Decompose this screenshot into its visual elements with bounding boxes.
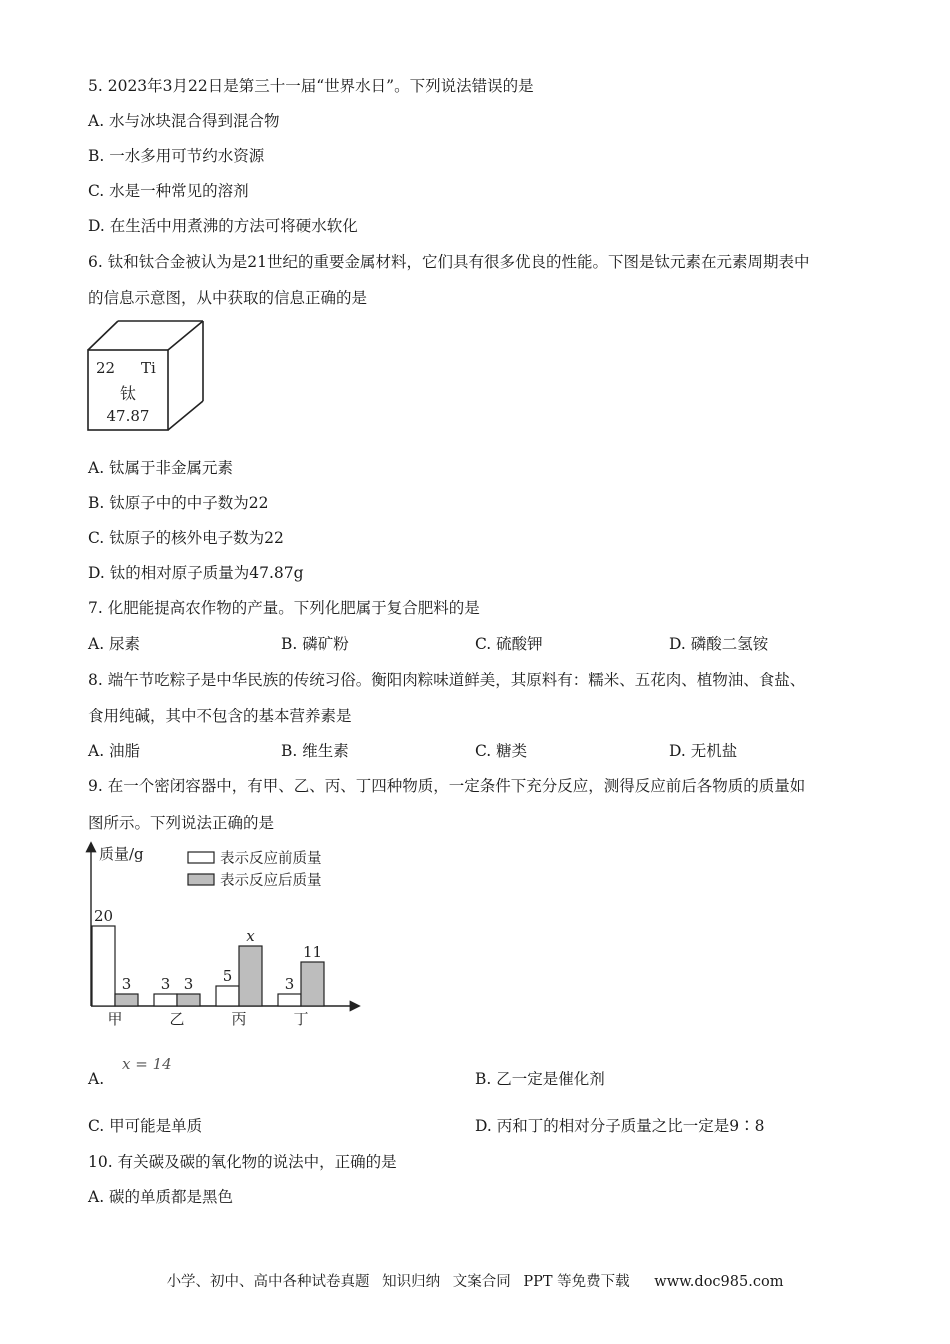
q6-option-b: B. 钛原子中的中子数为22 — [88, 494, 269, 512]
q10-option-a: A. 碳的单质都是黑色 — [88, 1188, 234, 1206]
q9-stem-line2: 图所示。下列说法正确的是 — [88, 814, 275, 832]
legend-label-before: 表示反应前质量 — [220, 851, 322, 867]
bar-after-0 — [115, 994, 138, 1006]
bar-label-before-0: 20 — [93, 907, 114, 925]
q5-stem: 5. 2023年3月22日是第三十一届“世界水日”。下列说法错误的是 — [88, 77, 534, 95]
q7-option-a: A. 尿素 — [88, 635, 141, 653]
category-label-1: 乙 — [169, 1010, 185, 1028]
bar-after-2 — [239, 946, 262, 1006]
element-mass: 47.87 — [106, 407, 150, 425]
q8-option-a: A. 油脂 — [88, 742, 141, 760]
bar-before-1 — [154, 994, 177, 1006]
footer-text-2: 知识归纳 — [382, 1274, 441, 1290]
footer-text-3: 文案合同 — [452, 1274, 511, 1290]
q8-option-c: C. 糖类 — [475, 742, 528, 760]
bar-label-after-2: x — [246, 927, 255, 945]
bar-after-1 — [177, 994, 200, 1006]
q9-option-a-label: A. — [88, 1070, 105, 1088]
bar-label-after-1: 3 — [183, 975, 194, 993]
element-name: 钛 — [119, 384, 137, 403]
q8-stem-line1: 8. 端午节吃粽子是中华民族的传统习俗。衡阳肉粽味道鲜美，其原料有：糯米、五花肉、植物油、食盐、 — [88, 671, 806, 689]
element-symbol: Ti — [141, 359, 156, 377]
q7-stem: 7. 化肥能提高农作物的产量。下列化肥属于复合肥料的是 — [88, 599, 480, 617]
q9-option-c: C. 甲可能是单质 — [88, 1117, 203, 1135]
bar-before-2 — [216, 986, 239, 1006]
legend-label-after: 表示反应后质量 — [220, 873, 322, 889]
q6-stem-line1: 6. 钛和钛合金被认为是21世纪的重要金属材料，它们具有很多优良的性能。下图是钛元素在元素周期表中 — [88, 253, 810, 271]
bar-after-3 — [301, 962, 324, 1006]
q7-option-d: D. 磷酸二氢铵 — [669, 635, 769, 653]
q7-option-c: C. 硫酸钾 — [475, 635, 543, 653]
footer-text-4: PPT 等免费下载 — [523, 1274, 630, 1290]
legend-swatch-after — [188, 874, 214, 885]
q8-option-b: B. 维生素 — [281, 742, 349, 760]
bar-label-after-0: 3 — [121, 975, 132, 993]
bar-label-before-1: 3 — [160, 975, 171, 993]
q9-option-d: D. 丙和丁的相对分子质量之比一定是9∶8 — [475, 1117, 765, 1135]
q10-stem: 10. 有关碳及碳的氧化物的说法中，正确的是 — [88, 1153, 397, 1171]
footer-text-1: 小学、初中、高中各种试卷真题 — [166, 1274, 370, 1290]
q7-option-b: B. 磷矿粉 — [281, 635, 349, 653]
q6-option-d: D. 钛的相对原子质量为47.87g — [88, 564, 304, 582]
element-cell-figure — [86, 318, 208, 434]
bar-label-before-3: 3 — [284, 975, 295, 993]
q6-option-a: A. 钛属于非金属元素 — [88, 459, 234, 477]
category-label-0: 甲 — [107, 1010, 123, 1028]
q5-option-b: B. 一水多用可节约水资源 — [88, 147, 265, 165]
q8-stem-line2: 食用纯碱，其中不包含的基本营养素是 — [88, 707, 352, 725]
q9-option-a-formula: x = 14 — [122, 1055, 172, 1073]
q6-option-c: C. 钛原子的核外电子数为22 — [88, 529, 284, 547]
q9-option-b: B. 乙一定是催化剂 — [475, 1070, 605, 1088]
element-atomic-number: 22 — [96, 359, 116, 377]
y-axis-label: 质量/g — [99, 845, 144, 863]
q5-option-d: D. 在生活中用煮沸的方法可将硬水软化 — [88, 217, 358, 235]
page-footer — [0, 1270, 950, 1291]
category-label-2: 丙 — [231, 1010, 247, 1028]
q5-option-a: A. 水与冰块混合得到混合物 — [88, 112, 280, 130]
bar-label-before-2: 5 — [222, 967, 233, 985]
bar-before-3 — [278, 994, 301, 1006]
mass-bar-chart — [70, 838, 370, 1038]
bar-label-after-3: 11 — [302, 943, 323, 961]
q8-option-d: D. 无机盐 — [669, 742, 738, 760]
q6-stem-line2: 的信息示意图，从中获取的信息正确的是 — [88, 289, 368, 307]
bar-before-0 — [92, 926, 115, 1006]
legend-swatch-before — [188, 852, 214, 863]
q5-option-c: C. 水是一种常见的溶剂 — [88, 182, 249, 200]
footer-url[interactable]: www.doc985.com — [654, 1274, 784, 1290]
category-label-3: 丁 — [293, 1010, 309, 1028]
q9-stem-line1: 9. 在一个密闭容器中，有甲、乙、丙、丁四种物质，一定条件下充分反应，测得反应前后各物质的质量如 — [88, 777, 806, 795]
